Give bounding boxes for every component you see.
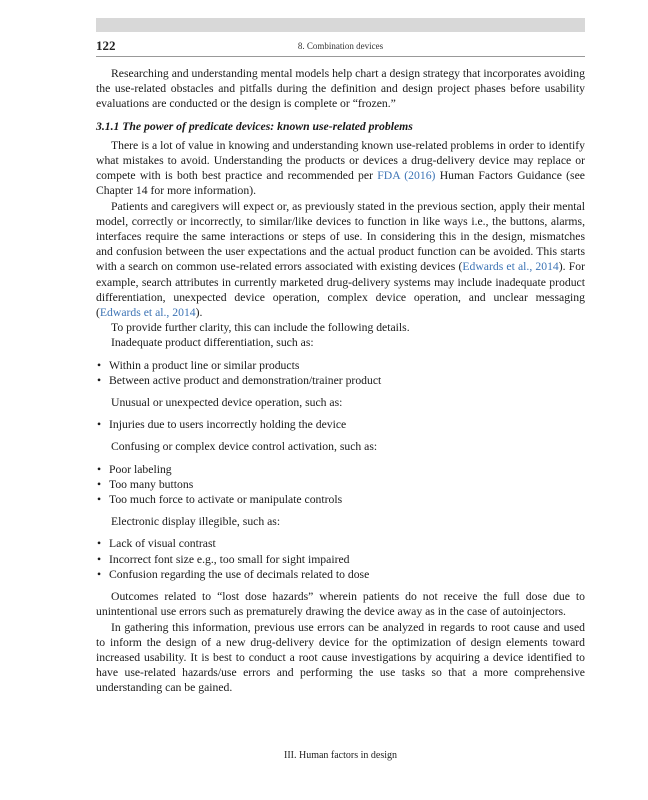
paragraph-predicate-value: There is a lot of value in knowing and understanding known use-related problems in order to identify what mistakes to avoid. Understanding the products or devices a drug-delivery device may replace or compete with is both best practice and recommended per FDA (2016) Human Factors Guidance (see Chapter 14 for more information). — [96, 138, 585, 198]
section-heading: 3.1.1 The power of predicate devices: known use-related problems — [96, 119, 413, 133]
group-intro: Electronic display illegible, such as: — [111, 515, 281, 529]
group-intro: Inadequate product differentiation, such as: — [111, 336, 314, 350]
bullet-list — [96, 358, 585, 388]
list-item: • Confusion regarding the use of decimals related to dose — [96, 567, 585, 582]
list-item: • Incorrect font size e.g., too small for sight impaired — [96, 552, 585, 567]
paragraph-outcomes: Outcomes related to “lost dose hazards” wherein patients do not receive the full dose due to unintentional use errors such as prematurely drawing the device away as in the case of autoinjectors. — [96, 590, 585, 619]
list-item: • Too many buttons — [96, 477, 585, 492]
paragraph-mental-model: Patients and caregivers will expect or, as previously stated in the previous section, apply their mental model, correctly or incorrectly, to similar/like devices to function in like ways i.e., the buttons, alarms, interfaces require the same interactions or steps of use. In considering this in the design, mismatches and confusion between the user expectations and the actual product function can be avoided. This starts with a search on common use-related errors associated with existing devices (Edwards et al., 2014). For example, search attributes in currently marketed drug-delivery systems may include inadequate product differentiation, unexpected device operation, complex device operation, and unclear messaging (Edwards et al., 2014). — [96, 199, 585, 320]
running-title: 8. Combination devices — [297, 41, 384, 51]
list-item: • Injuries due to users incorrectly holding the device — [96, 417, 585, 432]
page-body — [96, 66, 585, 696]
top-header-bar — [96, 18, 585, 32]
citation-link[interactable]: FDA (2016) — [377, 169, 436, 183]
list-item: • Within a product line or similar products — [96, 358, 585, 373]
paragraph-clarity: To provide further clarity, this can include the following details. — [111, 321, 410, 335]
list-item: • Poor labeling — [96, 462, 585, 477]
list-item: • Too much force to activate or manipulate controls — [96, 492, 585, 507]
page-header — [96, 38, 585, 56]
intro-paragraph: Researching and understanding mental models help chart a design strategy that incorporates avoiding the use-related obstacles and pitfalls during the definition and design project phases before usability evaluations are conducted or the design is complete or “frozen.” — [96, 67, 585, 111]
group-intro: Unusual or unexpected device operation, such as: — [111, 396, 343, 410]
bullet-list — [96, 536, 585, 582]
page-number: 122 — [96, 38, 116, 53]
paragraph-gathering: In gathering this information, previous use errors can be analyzed in regards to root cause and used to inform the design of a new drug-delivery device for the optimization of design elements toward increased usability. It is best to conduct a root cause investigations by acquiring a device identified to have use-related hazards/use errors and performing the use tasks so that a more comprehensive understanding can be gained. — [96, 620, 585, 695]
group-intro: Confusing or complex device control activation, such as: — [111, 440, 378, 454]
bullet-list — [96, 417, 585, 432]
list-item: • Between active product and demonstration/trainer product — [96, 373, 585, 388]
citation-link[interactable]: Edwards et al., 2014 — [99, 306, 196, 320]
header-rule — [96, 56, 585, 57]
list-item: • Lack of visual contrast — [96, 536, 585, 551]
bullet-list — [96, 462, 585, 508]
page-footer: III. Human factors in design — [283, 750, 398, 761]
citation-link[interactable]: Edwards et al., 2014 — [462, 260, 559, 274]
